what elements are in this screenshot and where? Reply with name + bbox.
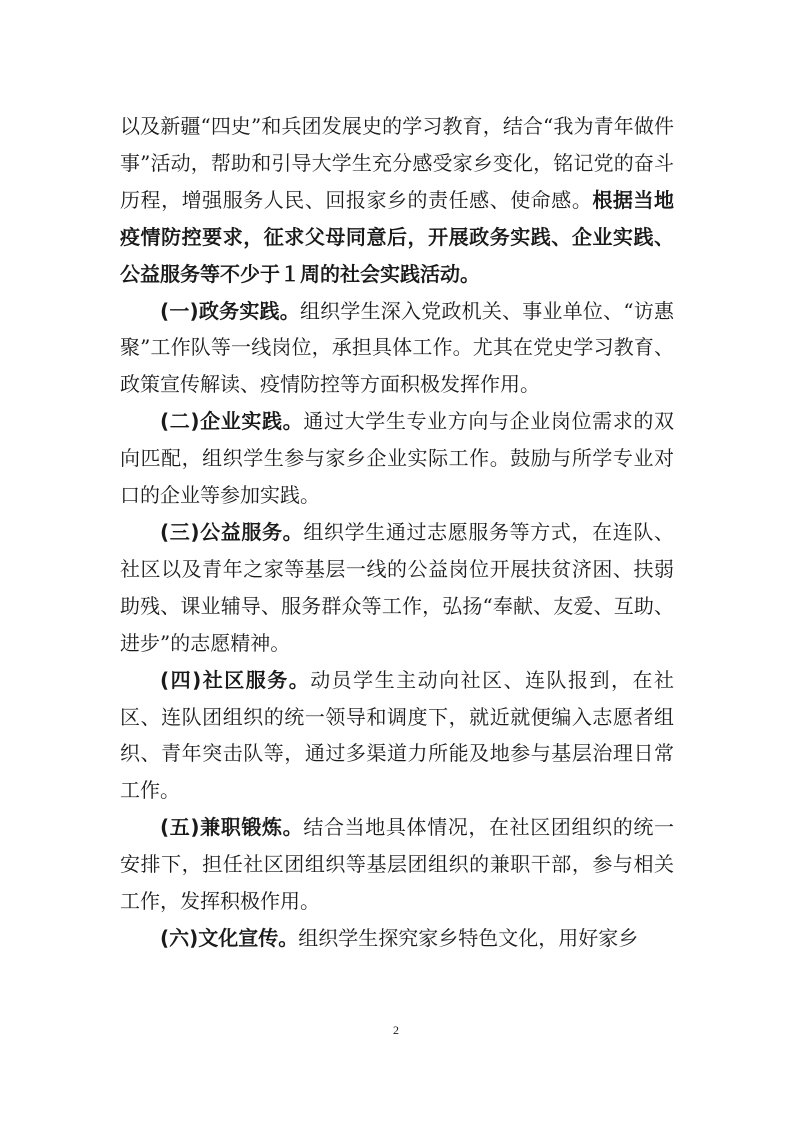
- section-heading: (六)文化宣传。: [160, 925, 299, 950]
- paragraph-text: 结合当地具体情况，在社区团组织的统一安排下，担任社区团组织等基层团组织的兼职干部，参与相关工作，发挥积极作用。: [120, 815, 675, 914]
- paragraph-enterprise-practice: [120, 403, 674, 514]
- paragraph-text: 组织学生探究家乡特色文化，用好家乡: [298, 925, 639, 950]
- paragraph-public-service: [120, 514, 674, 662]
- paragraph-intro: [120, 108, 674, 293]
- section-heading: (四)社区服务。: [160, 667, 311, 692]
- paragraph-part-time-training: [120, 809, 674, 920]
- section-heading: (三)公益服务。: [160, 519, 304, 544]
- section-heading: (五)兼职锻炼。: [160, 815, 304, 840]
- paragraph-cultural-promotion: [120, 920, 674, 957]
- section-heading: (一)政务实践。: [160, 298, 300, 323]
- page-number: 2: [393, 1023, 399, 1037]
- paragraph-text: 通过大学生专业方向与企业岗位需求的双向匹配，组织学生参与家乡企业实际工作。鼓励与所学专业对口的企业等参加实践。: [120, 409, 675, 508]
- paragraph-text: 组织学生深入党政机关、事业单位、“访惠聚”工作队等一线岗位，承担具体工作。尤其在党史学习教育、政策宣传解读、疫情防控等方面积极发挥作用。: [120, 298, 674, 397]
- section-heading: (二)企业实践。: [160, 409, 304, 434]
- paragraph-community-service: [120, 662, 674, 810]
- paragraph-text: 以及新疆“四史”和兵团发展史的学习教育，结合“我为青年做件事”活动，帮助和引导大学生充分感受家乡变化，铭记党的奋斗历程，增强服务人民、回报家乡的责任感、使命感。: [120, 114, 674, 212]
- body-text: [120, 108, 674, 957]
- paragraph-bold-requirement: 根据当地疫情防控要求，征求父母同意后，开展政务实践、企业实践、公益服务等不少于１周的社会实践活动。: [120, 187, 675, 286]
- paragraph-text: 组织学生通过志愿服务等方式，在连队、社区以及青年之家等基层一线的公益岗位开展扶贫济困、扶弱助残、课业辅导、服务群众等工作，弘扬“奉献、友爱、互助、进步”的志愿精神。: [120, 519, 675, 655]
- paragraph-text: 动员学生主动向社区、连队报到，在社区、连队团组织的统一领导和调度下，就近就便编入志愿者组织、青年突击队等，通过多渠道力所能及地参与基层治理日常工作。: [120, 667, 674, 803]
- paragraph-government-practice: [120, 293, 674, 404]
